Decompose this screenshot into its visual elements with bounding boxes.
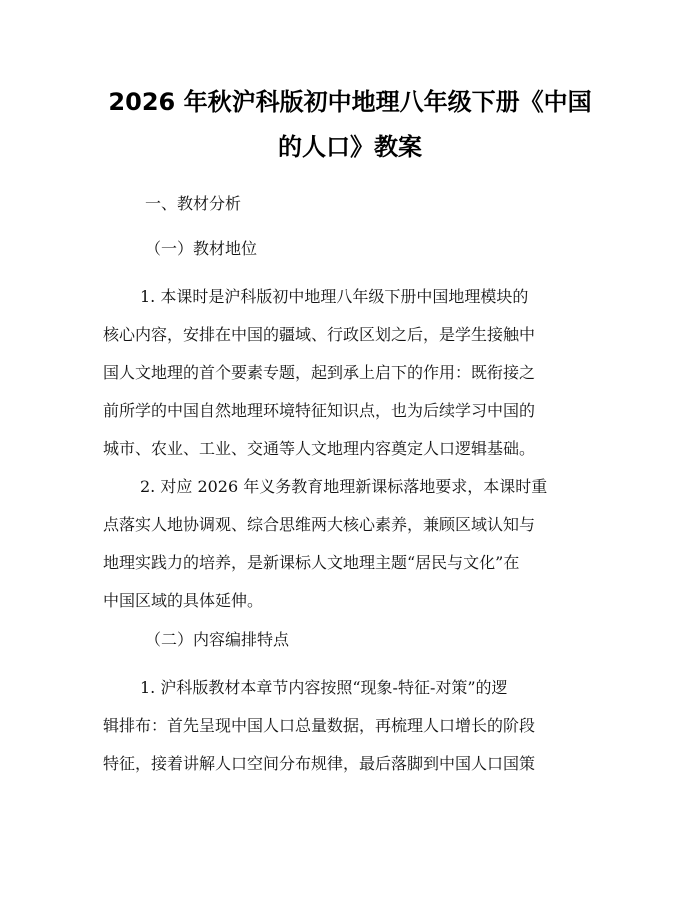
paragraph-1-line: 1. 本课时是沪科版初中地理八年级下册中国地理模块的 (140, 287, 529, 306)
subsection-heading-textbook-position: （一）教材地位 (145, 239, 258, 258)
paragraph-2-line: 2. 对应 2026 年义务教育地理新课标落地要求，本课时重 (140, 477, 548, 496)
document-title-line-1: 2026 年秋沪科版初中地理八年级下册《中国 (108, 88, 592, 116)
paragraph-1-line: 国人文地理的首个要素专题，起到承上启下的作用：既衔接之 (103, 363, 536, 382)
section-heading-textbook-analysis: 一、教材分析 (145, 194, 242, 213)
paragraph-1-line: 核心内容，安排在中国的疆域、行政区划之后，是学生接触中 (103, 325, 536, 344)
paragraph-1-line: 城市、农业、工业、交通等人文地理内容奠定人口逻辑基础。 (103, 439, 536, 458)
paragraph-3-line: 特征，接着讲解人口空间分布规律，最后落脚到中国人口国策 (103, 754, 536, 773)
subsection-heading-content-arrangement: （二）内容编排特点 (145, 630, 290, 649)
paragraph-1-line: 前所学的中国自然地理环境特征知识点，也为后续学习中国的 (103, 401, 536, 420)
paragraph-2-line: 点落实人地协调观、综合思维两大核心素养，兼顾区域认知与 (103, 515, 536, 534)
paragraph-2-line: 地理实践力的培养，是新课标人文地理主题“居民与文化”在 (103, 553, 520, 572)
paragraph-3-line: 辑排布：首先呈现中国人口总量数据，再梳理人口增长的阶段 (103, 716, 536, 735)
paragraph-2-line: 中国区域的具体延伸。 (103, 591, 264, 610)
document-title-line-2: 的人口》教案 (278, 133, 422, 161)
paragraph-3-line: 1. 沪科版教材本章节内容按照“现象-特征-对策”的逻 (140, 678, 508, 697)
